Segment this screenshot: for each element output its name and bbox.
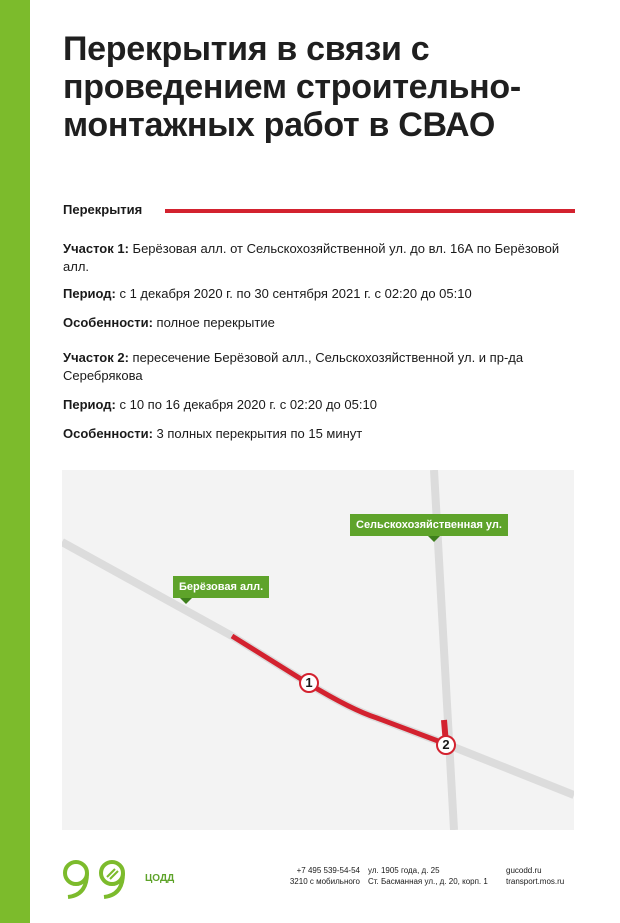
- address-2: Ст. Басманная ул., д. 20, корп. 1: [368, 877, 488, 886]
- period2-text: [63, 396, 563, 414]
- period1-text: [63, 285, 563, 303]
- plot1-text: [63, 240, 563, 276]
- features2-value: 3 полных перекрытия по 15 минут: [152, 426, 363, 441]
- birch-alley-road: [232, 636, 574, 795]
- features2-label: Особенности:: [63, 426, 153, 441]
- page-title: Перекрытия в связи с проведением строительно-монтажных работ в СВАО: [63, 30, 521, 144]
- features2-text: [63, 425, 563, 443]
- features1-label: Особенности:: [63, 315, 153, 330]
- period1-value: с 1 декабря 2020 г. по 30 сентября 2021 г. с 02:20 до 05:10: [115, 286, 472, 301]
- period2-label: Период:: [63, 397, 116, 412]
- plot-1-marker: 1: [299, 673, 319, 693]
- plot2-description: пересечение Берёзовой алл., Сельскохозяйственной ул. и пр-да Серебрякова: [63, 350, 524, 383]
- phone-mobile: 3210 с мобильного: [289, 877, 360, 886]
- footer: [62, 855, 582, 905]
- left-accent-bar: [0, 0, 30, 923]
- closure-map: [62, 470, 574, 830]
- plot-2-marker: 2: [436, 735, 456, 755]
- plot2-label: Участок 2:: [63, 350, 129, 365]
- website-2[interactable]: transport.mos.ru: [506, 877, 565, 886]
- footer-phones: [276, 865, 360, 887]
- features1-value: полное перекрытие: [152, 315, 275, 330]
- section-label: Перекрытия: [63, 202, 143, 217]
- selsk-street-label: Сельскохозяйственная ул.: [350, 514, 508, 536]
- period1-label: Период:: [63, 286, 116, 301]
- birch-alley-label: Берёзовая алл.: [173, 576, 269, 598]
- codd-logo-icon: [62, 859, 140, 899]
- section-divider: [165, 209, 575, 213]
- plot1-description: Берёзовая алл. от Сельскохозяйственной ул. до вл. 16А по Берёзовой алл.: [63, 241, 560, 274]
- phone-main: +7 495 539-54-54: [296, 866, 360, 875]
- logo-text: ЦОДД: [145, 873, 175, 884]
- address-1: ул. 1905 года, д. 25: [368, 866, 440, 875]
- website-1[interactable]: gucodd.ru: [506, 866, 542, 875]
- plot1-label: Участок 1:: [63, 241, 129, 256]
- features1-text: [63, 314, 563, 332]
- plot2-text: [63, 349, 563, 385]
- section-header: [63, 202, 575, 222]
- footer-addresses: [368, 865, 488, 887]
- period2-value: с 10 по 16 декабря 2020 г. с 02:20 до 05:10: [115, 397, 377, 412]
- footer-websites: [506, 865, 564, 887]
